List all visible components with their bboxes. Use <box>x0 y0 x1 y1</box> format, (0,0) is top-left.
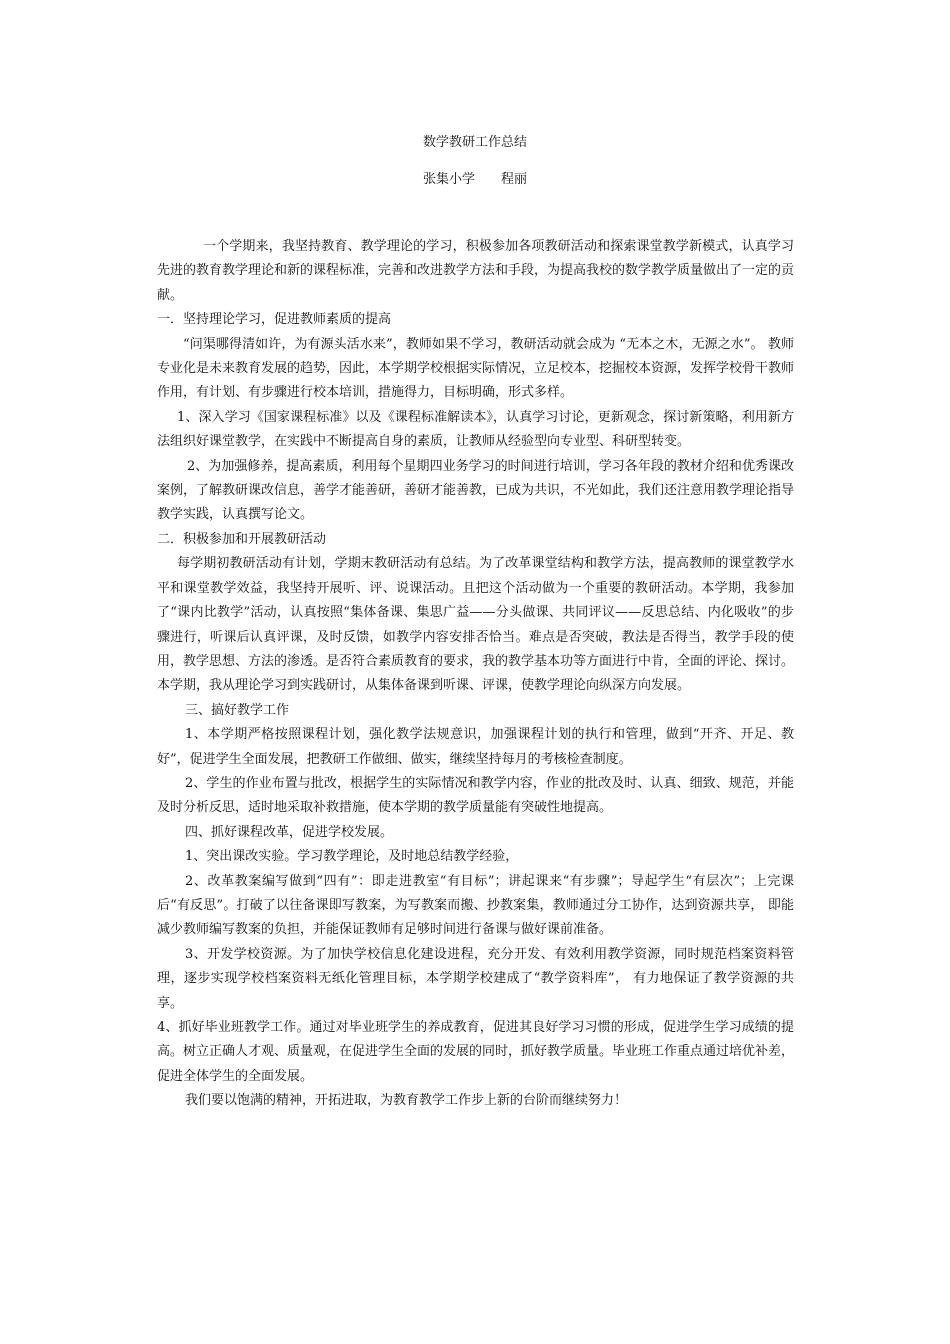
paragraph: 每学期初教研活动有计划，学期末教研活动有总结。为了改革课堂结构和教学方法，提高教师的课堂教学水平和课堂教学效益，我坚持开展听、评、说课活动。且把这个活动做为一个重要的教研活动。本学期，我参加了“课内比教学”活动，认真按照“集体备课、集思广益——分头做课、共同评议——反思总结、内化吸收”的步骤进行，听课后认真评课，及时反馈，如教学内容安排否恰当。难点是否突破，教法是否得当，教学手段的使用，教学思想、方法的渗透。是否符合素质教育的要求，我的教学基本功等方面进行中肯，全面的评论、探讨。本学期，我从理论学习到实践研讨，从集体备课到听课、评课，使教学理论向纵深方向发展。 <box>157 556 795 694</box>
paragraph: 4、抓好毕业班教学工作。通过对毕业班学生的养成教育，促进其良好学习习惯的形成，促进学生学习成绩的提高。树立正确人才观、质量观，在促进学生全面的发展的同时，抓好教学质量。毕业班工作重点通过培优补差，促进全体学生的全面发展。 <box>157 1020 795 1084</box>
section-heading-4: 四、抓好课程改革，促进学校发展。 <box>185 824 394 840</box>
paragraph: 2、改革教案编写做到“四有”：即走进教室“有目标”；讲起课来“有步骤”；导起学生“有层次”；上完课后“有反思”。打破了以往备课即写教案，为写教案而搬、抄教案集，教师通过分工协作，达到资源共享， 即能减少教师编写教案的负担，并能保证教师有足够时间进行备课与做好课前准备。 <box>157 873 794 938</box>
paragraph: 3、开发学校资源。为了加快学校信息化建设进程，充分开发、有效利用教学资源，同时规范档案资料管理，逐步实现学校档案资料无纸化管理目标，本学期学校建成了“教学资料库”， 有力地保证了教学资源的共享。 <box>157 946 794 1011</box>
document-body <box>157 235 794 1114</box>
paragraph: 1、深入学习《国家课程标准》以及《课程标准解读本》，认真学习讨论，更新观念，探讨新策略，利用新方法组织好课堂教学，在实践中不断提高自身的素质，让教师从经验型向专业型、科研型转变。 <box>157 409 794 450</box>
closing-paragraph: 我们要以饱满的精神，开拓进取，为教育教学工作步上新的台阶而继续努力！ <box>185 1093 628 1109</box>
intro-paragraph: 一个学期来，我坚持教育、教学理论的学习，积极参加各项教研活动和探索课堂教学新模式，认真学习先进的教育教学理论和新的课程标准，完善和改进教学方法和手段，为提高我校的数学教学质量做出了一定的贡献。 <box>157 239 795 303</box>
paragraph: 1、本学期严格按照课程计划，强化教学法规意识，加强课程计划的执行和管理，做到“开齐、开足、教好”，促进学生全面发展，把教研工作做细、做实，继续坚持每月的考核检查制度。 <box>157 727 794 767</box>
section-heading-1: 一．坚持理论学习，促进教师素质的提高 <box>157 312 392 328</box>
paragraph: 2、学生的作业布置与批改，根据学生的实际情况和教学内容，作业的批改及时、认真、细致、规范，并能及时分析反思，适时地采取补救措施，使本学期的教学质量能有突破性地提高。 <box>157 775 794 816</box>
section-heading-3: 三、搞好教学工作 <box>185 702 290 718</box>
paragraph: “问渠哪得清如许，为有源头活水来”，教师如果不学习，教研活动就会成为 “无本之木，无源之水”。 教师专业化是未来教育发展的趋势，因此，本学期学校根据实际情况，立足校本，挖掘校本资源，发挥学校骨干教师作用，有计划、有步骤进行校本培训，措施得力，目标明确，形式多样。 <box>157 336 795 401</box>
author-line <box>0 172 950 188</box>
paragraph: 1、突出课改实验。学习教学理论，及时地总结教学经验， <box>185 849 519 865</box>
author-name: 程丽 <box>501 172 528 187</box>
school-name: 张集小学 <box>422 172 475 187</box>
section-heading-2: 二．积极参加和开展教研活动 <box>157 531 327 547</box>
paragraph: 2、为加强修养，提高素质，利用每个星期四业务学习的时间进行培训，学习各年段的教材介绍和优秀课改案例，了解教研课改信息，善学才能善研，善研才能善教，已成为共识，不光如此，我们还注意用教学理论指导教学实践，认真撰写论文。 <box>157 458 795 523</box>
document-title: 数学教研工作总结 <box>422 135 527 150</box>
